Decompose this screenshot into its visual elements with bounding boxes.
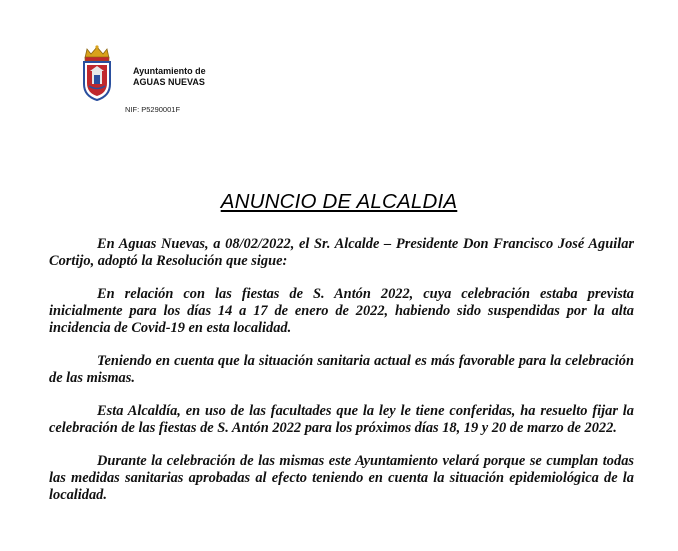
document-title: ANUNCIO DE ALCALDIA (220, 190, 458, 213)
organization-name (133, 66, 206, 88)
nif-number: NIF: P5290001F (125, 105, 181, 114)
paragraph-resolution: Esta Alcaldía, en uso de las facultades que la ley le tiene conferidas, ha resuelto fijar la celebración de las fiestas de S. Antón 2022 para los próximos días 18, 19 y 20 de marzo de 2022. (49, 403, 634, 436)
paragraph-context: En relación con las fiestas de S. Antón 2022, cuya celebración estaba prevista inicialmente para los días 14 a 17 de enero de 2022, habiendo sido suspendidas por la alta incidencia de Covid-19 en esta localidad. (49, 286, 634, 336)
organization-name-line1: Ayuntamiento de (133, 66, 206, 76)
paragraph-situation: Teniendo en cuenta que la situación sanitaria actual es más favorable para la celebración de las mismas. (49, 353, 634, 386)
organization-name-line2: AGUAS NUEVAS (133, 77, 205, 87)
municipal-crest-logo (80, 44, 114, 102)
announcement-body (49, 236, 634, 520)
paragraph-intro: En Aguas Nuevas, a 08/02/2022, el Sr. Alcalde – Presidente Don Francisco José Aguilar Cortijo, adoptó la Resolución que sigue: (49, 236, 634, 269)
paragraph-measures: Durante la celebración de las mismas este Ayuntamiento velará porque se cumplan todas las medidas sanitarias aprobadas al efecto teniendo en cuenta la situación epidemiológica de la localidad. (49, 453, 634, 503)
